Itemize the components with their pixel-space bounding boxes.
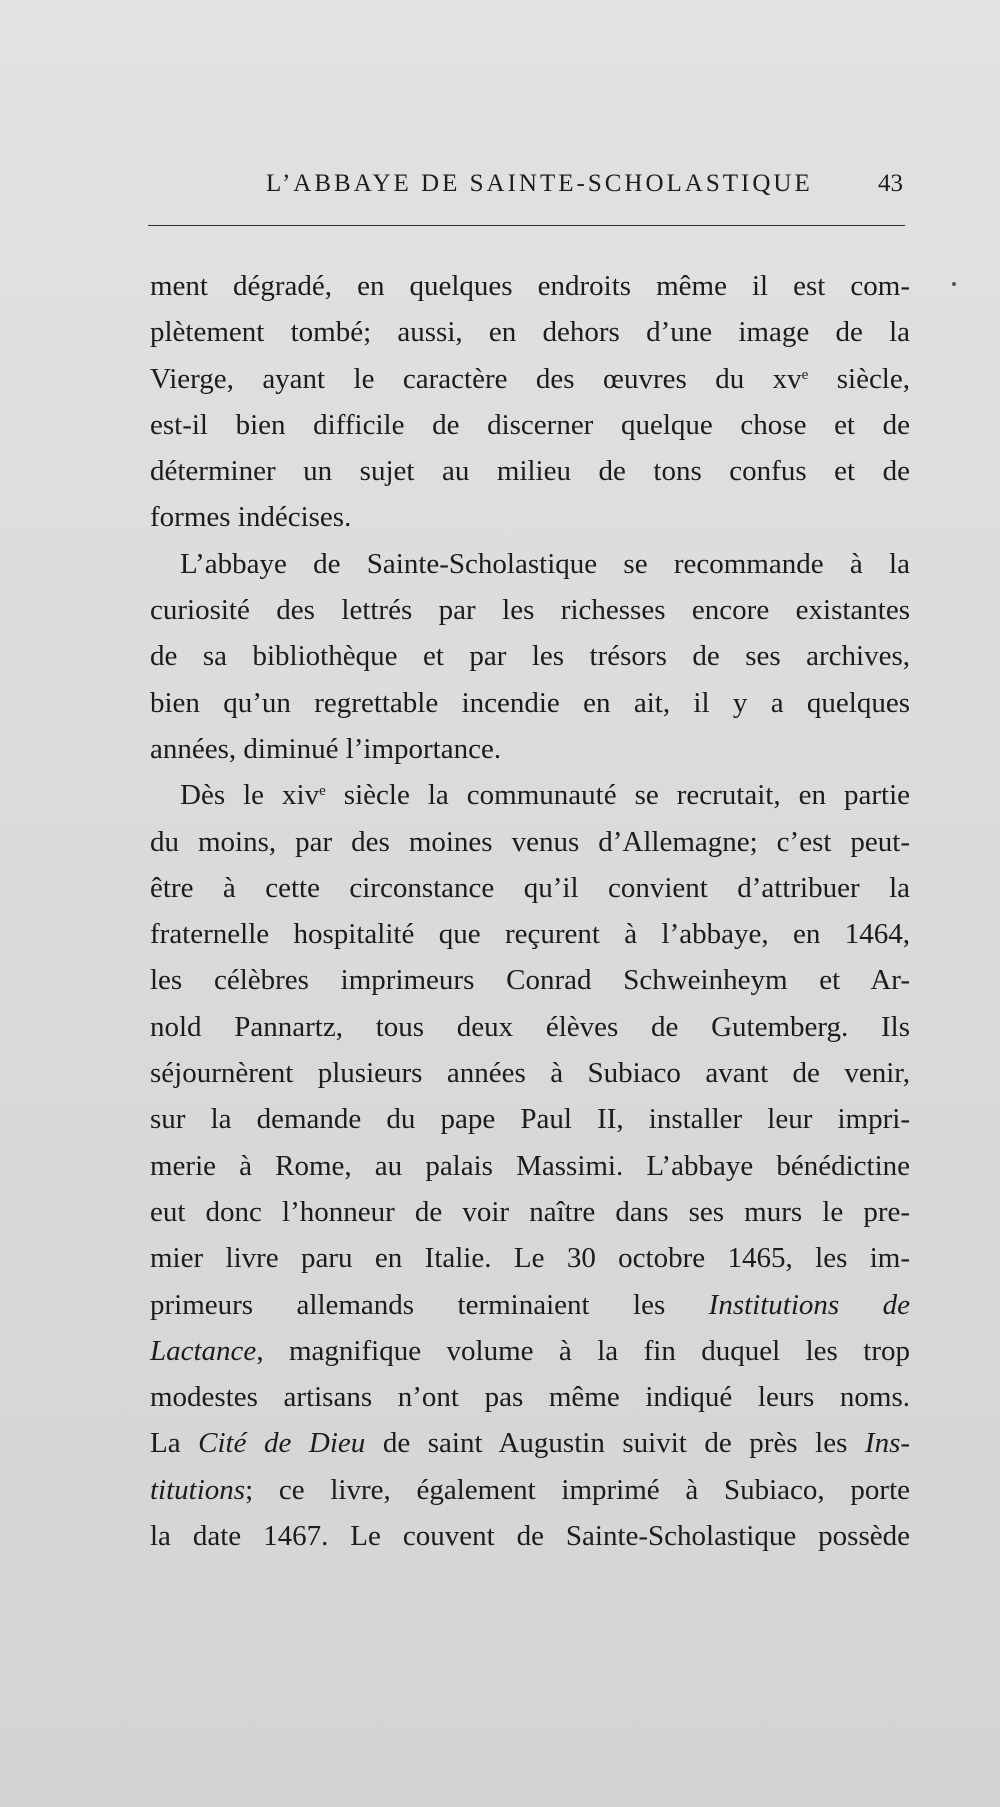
text-line: plètement tombé; aussi, en dehors d’une image de la [150, 316, 910, 349]
text-line: L’abbaye de Sainte-Scholastique se recommande à la [180, 547, 910, 580]
text-line: Vierge, ayant le caractère des œuvres du $xv^e$ siècle, [150, 362, 910, 395]
text-line: la date 1467. Le couvent de Sainte-Scholastique possède [150, 1520, 910, 1553]
text-line: titutions; ce livre, également imprimé à Subiaco, porte [150, 1473, 910, 1506]
text-line: les célèbres imprimeurs Conrad Schweinheym et Ar- [150, 964, 910, 997]
text-line: ment dégradé, en quelques endroits même il est com- [150, 270, 910, 302]
text-line: eut donc l’honneur de voir naître dans ses murs le pre- [150, 1195, 910, 1228]
text-line: années, diminué l’importance. [150, 732, 502, 765]
text-line: sur la demande du pape Paul II, installer leur impri- [150, 1103, 910, 1136]
text-line: fraternelle hospitalité que reçurent à l’abbaye, en 1464, [150, 918, 910, 951]
text-line: du moins, par des moines venus d’Allemagne; c’est peut- [150, 825, 910, 858]
text-line: être à cette circonstance qu’il convient d’attribuer la [150, 871, 910, 904]
paper-speck [952, 282, 956, 286]
running-title: L’ABBAYE DE SAINTE-SCHOLASTIQUE [266, 170, 813, 197]
text-line: curiosité des lettrés par les richesses encore existantes [150, 594, 910, 627]
text-line: déterminer un sujet au milieu de tons confus et de [150, 455, 910, 488]
text-line: est-il bien difficile de discerner quelque chose et de [150, 408, 910, 441]
text-line: Dès le xiv$^e$ siècle la communauté se recrutait, en partie [180, 779, 911, 812]
page-header [150, 170, 905, 215]
body-text [150, 263, 910, 1559]
text-line: La Cité de Dieu de saint Augustin suivit de près les Ins- [150, 1427, 911, 1460]
text-line: modestes artisans n’ont pas même indiqué leurs noms. [150, 1381, 910, 1414]
text-line: de sa bibliothèque et par les trésors de ses archives, [150, 640, 910, 673]
text-line: Lactance, magnifique volume à la fin duquel les trop [150, 1334, 910, 1367]
text-line: primeurs allemands terminaient les Institutions de [150, 1288, 910, 1321]
text-line: bien qu’un regrettable incendie en ait, il y a quelques [150, 686, 910, 719]
text-line: mier livre paru en Italie. Le 30 octobre 1465, les im- [150, 1242, 910, 1275]
text-line: nold Pannartz, tous deux élèves de Gutemberg. Ils [150, 1010, 910, 1043]
text-line: séjournèrent plusieurs années à Subiaco avant de venir, [150, 1057, 910, 1090]
header-rule [148, 225, 905, 226]
text-line: formes indécises. [150, 501, 352, 534]
text-line: merie à Rome, au palais Massimi. L’abbaye bénédictine [150, 1149, 910, 1182]
page-number: 43 [878, 170, 903, 197]
